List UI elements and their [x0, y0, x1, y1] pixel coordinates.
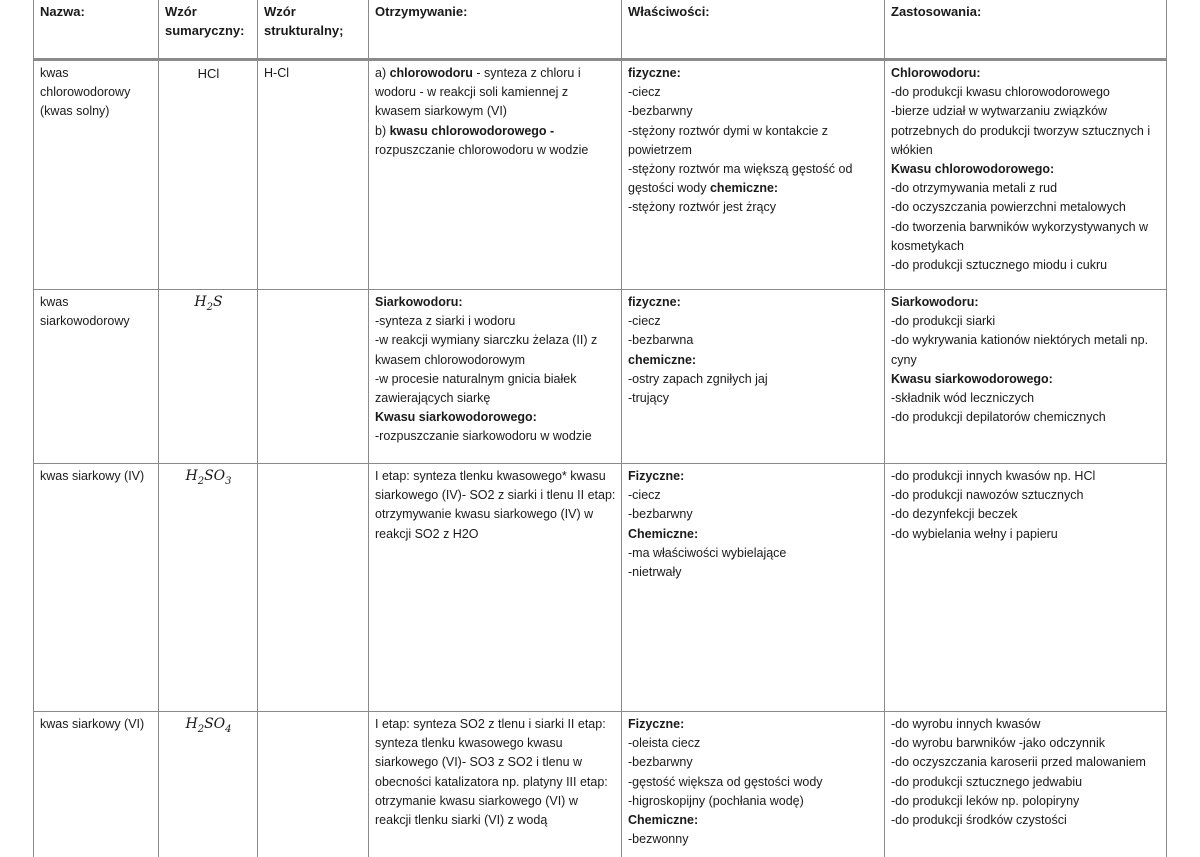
row-applications: [885, 464, 1167, 712]
prop-heading: Chemiczne:: [628, 811, 879, 830]
table-row: [34, 712, 1167, 857]
prop-line: -higroskopijny (pochłania wodę): [628, 792, 879, 811]
prop-heading: fizyczne:: [628, 293, 879, 312]
header-formula: Wzór sumaryczny:: [159, 0, 258, 60]
row-properties: [622, 464, 885, 712]
obtain-heading: Kwasu siarkowodorowego:: [375, 408, 616, 427]
app-heading: Siarkowodoru:: [891, 293, 1161, 312]
row-name: kwas siarkowy (IV): [34, 464, 159, 712]
table-row: [34, 60, 1167, 290]
app-line: -do produkcji nawozów sztucznych: [891, 486, 1161, 505]
row-formula: [159, 60, 258, 290]
prop-line: -trujący: [628, 389, 879, 408]
prop-line: -bezwonny: [628, 830, 879, 849]
prop-heading: Fizyczne:: [628, 467, 879, 486]
app-line: -do produkcji depilatorów chemicznych: [891, 408, 1161, 427]
prop-heading: Fizyczne:: [628, 715, 879, 734]
app-line: -do produkcji sztucznego jedwabiu: [891, 773, 1161, 792]
prop-line: -ciecz: [628, 312, 879, 331]
row-obtaining: I etap: synteza SO2 z tlenu i siarki II etap: synteza tlenku kwasowego kwasu siarkowego (VI)- SO3 z SO2 i tlenu w obecności katalizatora np. platyny III etap: otrzymanie kwasu siarkowego (VI) w reakcji tlenku siarki (VI) z wodą: [369, 712, 622, 857]
header-properties: Właściwości:: [622, 0, 885, 60]
prop-line: -nietrwały: [628, 563, 879, 582]
row-formula: [159, 464, 258, 712]
table-row: [34, 464, 1167, 712]
prop-line: -bezbarwny: [628, 753, 879, 772]
prop-heading: Chemiczne:: [628, 525, 879, 544]
row-obtaining: [369, 290, 622, 464]
row-obtaining: [369, 60, 622, 290]
prop-line: -ostry zapach zgniłych jaj: [628, 370, 879, 389]
header-name: Nazwa:: [34, 0, 159, 60]
obtain-b-bold: kwasu chlorowodorowego -: [390, 124, 555, 138]
app-line: -do wyrobu barwników -jako odczynnik: [891, 734, 1161, 753]
row-structural: [258, 712, 369, 857]
obtain-line: -rozpuszczanie siarkowodoru w wodzie: [375, 427, 616, 446]
app-heading: Kwasu chlorowodorowego:: [891, 160, 1161, 179]
obtain-line: -w reakcji wymiany siarczku żelaza (II) z kwasem chlorowodorowym: [375, 331, 616, 369]
formula-text: $H_2SO_4$: [165, 715, 252, 739]
app-line: -do oczyszczania karoserii przed malowaniem: [891, 753, 1161, 772]
row-structural: H-Cl: [258, 60, 369, 290]
app-line: -do produkcji środków czystości: [891, 811, 1161, 830]
app-line: -do dezynfekcji beczek: [891, 505, 1161, 524]
row-structural: [258, 464, 369, 712]
prop-line: -stężony roztwór ma większą gęstość od gęstości wody: [628, 162, 852, 195]
obtain-a-prefix: a): [375, 66, 390, 80]
header-applications: Zastosowania:: [885, 0, 1167, 60]
prop-heading: fizyczne:: [628, 64, 879, 83]
app-heading: Kwasu siarkowodorowego:: [891, 370, 1161, 389]
app-line: -do produkcji leków np. polopiryny: [891, 792, 1161, 811]
app-heading: Chlorowodoru:: [891, 64, 1161, 83]
prop-line: -ciecz: [628, 83, 879, 102]
obtain-line: -synteza z siarki i wodoru: [375, 312, 616, 331]
prop-line: -bezbarwna: [628, 331, 879, 350]
row-properties: [622, 290, 885, 464]
prop-line: -oleista ciecz: [628, 734, 879, 753]
header-obtaining: Otrzymywanie:: [369, 0, 622, 60]
app-line: -do wybielania wełny i papieru: [891, 525, 1161, 544]
row-name: kwas siarkowy (VI): [34, 712, 159, 857]
row-applications: [885, 712, 1167, 857]
app-line: -do tworzenia barwników wykorzystywanych w kosmetykach: [891, 218, 1161, 256]
header-structural: Wzór strukturalny;: [258, 0, 369, 60]
row-name: kwas siarkowodorowy: [34, 290, 159, 464]
app-line: -do produkcji innych kwasów np. HCl: [891, 467, 1161, 486]
prop-line: -gęstość większa od gęstości wody: [628, 773, 879, 792]
obtain-heading: Siarkowodoru:: [375, 293, 616, 312]
table-row: [34, 290, 1167, 464]
prop-heading: chemiczne:: [628, 351, 879, 370]
obtain-a-bold: chlorowodoru: [390, 66, 473, 80]
app-line: -do produkcji sztucznego miodu i cukru: [891, 256, 1161, 275]
row-applications: [885, 60, 1167, 290]
app-line: -do wykrywania kationów niektórych metali np. cyny: [891, 331, 1161, 369]
app-line: -składnik wód leczniczych: [891, 389, 1161, 408]
obtain-line: -w procesie naturalnym gnicia białek zawierających siarkę: [375, 370, 616, 408]
prop-line: -ma właściwości wybielające: [628, 544, 879, 563]
row-properties: [622, 60, 885, 290]
obtain-b-prefix: b): [375, 124, 390, 138]
app-line: -do wyrobu innych kwasów: [891, 715, 1161, 734]
row-obtaining: I etap: synteza tlenku kwasowego* kwasu siarkowego (IV)- SO2 z siarki i tlenu II etap: otrzymywanie kwasu siarkowego (IV) w reakcji SO2 z H2O: [369, 464, 622, 712]
app-line: -do produkcji kwasu chlorowodorowego: [891, 83, 1161, 102]
row-structural: [258, 290, 369, 464]
row-properties: [622, 712, 885, 857]
header-row: [34, 0, 1167, 60]
obtain-a-text: - synteza z chloru i wodoru - w reakcji soli kamiennej z kwasem siarkowym (VI): [375, 66, 581, 118]
obtain-b-text: rozpuszczanie chlorowodoru w wodzie: [375, 143, 588, 157]
prop-line: -bezbarwny: [628, 102, 879, 121]
app-line: -do oczyszczania powierzchni metalowych: [891, 198, 1161, 217]
prop-heading: chemiczne:: [710, 181, 778, 195]
formula-text: HCl: [165, 64, 252, 83]
formula-text: $H_2SO_3$: [165, 467, 252, 491]
app-line: -do otrzymywania metali z rud: [891, 179, 1161, 198]
row-applications: [885, 290, 1167, 464]
app-line: -do produkcji siarki: [891, 312, 1161, 331]
row-name: kwas chlorowodorowy (kwas solny): [34, 60, 159, 290]
prop-line: -ciecz: [628, 486, 879, 505]
row-formula: [159, 290, 258, 464]
formula-text: $H_2S$: [165, 293, 252, 317]
prop-line: -bezbarwny: [628, 505, 879, 524]
prop-line: -stężony roztwór dymi w kontakcie z powietrzem: [628, 122, 879, 160]
prop-line: -stężony roztwór jest żrący: [628, 198, 879, 217]
acids-table: [33, 0, 1167, 857]
row-formula: [159, 712, 258, 857]
app-line: -bierze udział w wytwarzaniu związków potrzebnych do produkcji tworzyw sztucznych i włókien: [891, 102, 1161, 160]
